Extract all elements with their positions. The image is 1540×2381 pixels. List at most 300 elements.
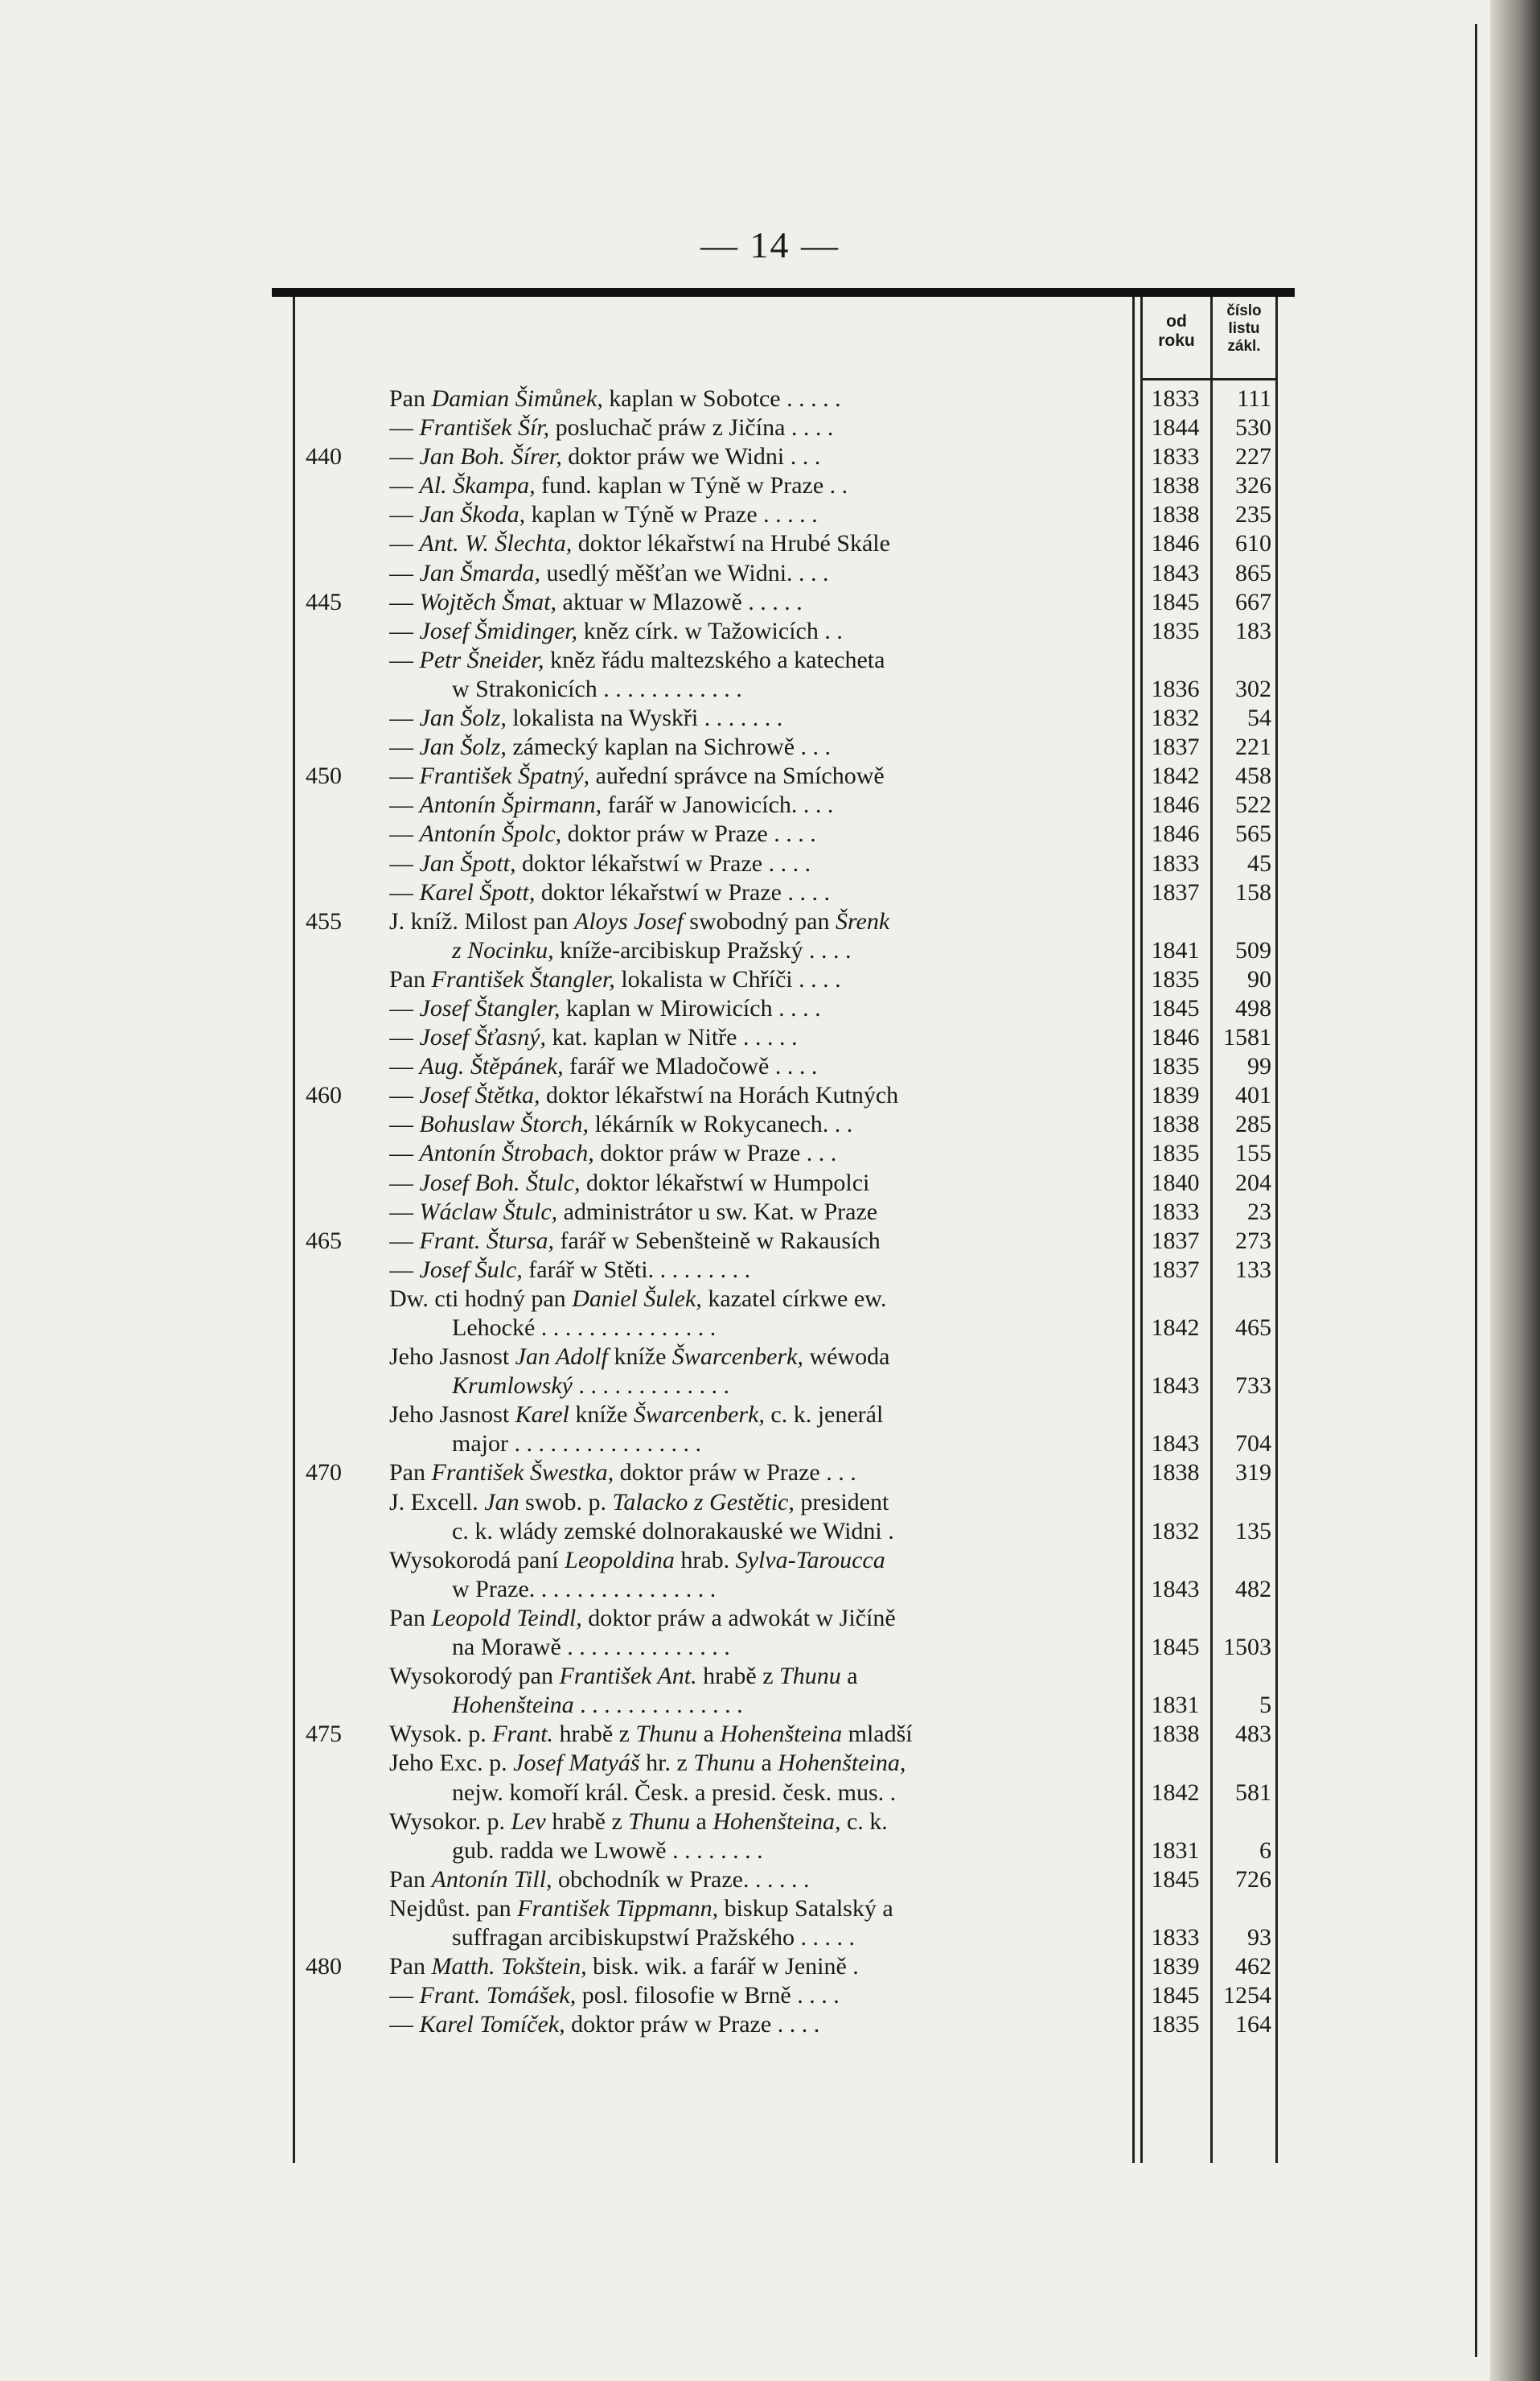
entry-text (389, 1110, 1116, 1139)
entry-number: 445 (306, 588, 342, 615)
list-item (0, 646, 1540, 675)
entry-list-number: 221 (1235, 734, 1271, 761)
entry-text (389, 2010, 1116, 2039)
entry-segment: — (389, 443, 420, 471)
entry-segment: Wysokor. p. (389, 1807, 511, 1835)
list-item (0, 2010, 1540, 2039)
entry-segment: kaplan w Sobotce . . . . . (602, 385, 841, 412)
entry-name: Krumlowský (452, 1372, 573, 1400)
entry-list-number: 164 (1235, 2011, 1271, 2038)
list-item (0, 907, 1540, 936)
entry-list-number: 111 (1237, 385, 1271, 412)
list-item (0, 1139, 1540, 1168)
entry-segment: Wysokorodá paní (389, 1546, 565, 1573)
entry-segment: . . . . . . . . . . . . . (573, 1372, 729, 1400)
entry-text (389, 646, 1116, 675)
entry-segment: — (389, 1169, 420, 1196)
member-list (0, 384, 1540, 2039)
entry-segment: Wysokorodý pan (389, 1663, 560, 1690)
number-column-header (1213, 302, 1275, 356)
entry-name: Josef Boh. Štulc, (419, 1169, 581, 1196)
entry-name: Frant. (492, 1721, 554, 1748)
entry-text (389, 820, 1116, 849)
list-item (0, 965, 1540, 994)
list-item (0, 1662, 1540, 1691)
page-number: — 14 — (700, 224, 840, 265)
list-item (0, 500, 1540, 529)
list-item (0, 1575, 1540, 1604)
entry-segment: hrab. (674, 1546, 736, 1573)
entry-segment: a (689, 1807, 713, 1835)
entry-text (389, 1894, 1116, 1923)
entry-text (389, 1488, 1116, 1517)
entry-name: Sylva-Taroucca (735, 1546, 885, 1573)
entry-name: Antonín Špolc, (419, 820, 562, 848)
entry-name: Josef Šmidinger, (419, 617, 578, 644)
entry-segment: Nejdůst. pan (389, 1894, 518, 1922)
list-item (0, 1836, 1540, 1865)
list-item (0, 994, 1540, 1023)
entry-segment: — (389, 1256, 420, 1283)
entry-segment: — (389, 646, 420, 673)
entry-segment: administrátor u sw. Kat. w Praze (557, 1198, 878, 1225)
entry-text (452, 1779, 1116, 1807)
entry-segment: Jeho Exc. p. (389, 1750, 514, 1777)
entry-year: 1846 (1151, 792, 1200, 819)
entry-segment: w Strakonicích . . . . . . . . . . . . (452, 675, 742, 702)
entry-text (389, 762, 1116, 791)
entry-segment: posl. filosofie w Brně . . . . (576, 1982, 840, 2009)
entry-list-number: 326 (1235, 472, 1271, 500)
entry-year: 1837 (1151, 878, 1200, 906)
entry-segment: — (389, 1198, 420, 1225)
entry-segment: — (389, 792, 420, 819)
entry-text (452, 1836, 1116, 1865)
entry-year: 1838 (1151, 1111, 1200, 1138)
entry-segment: — (389, 763, 420, 790)
entry-name: František Ant. (559, 1663, 697, 1690)
entry-name: Josef Štětka, (419, 1082, 540, 1109)
entry-name: Leopoldina (565, 1546, 675, 1573)
entry-segment: c. k. (840, 1807, 888, 1835)
entry-name: Jan Škoda, (419, 501, 526, 528)
entry-list-number: 726 (1235, 1865, 1271, 1893)
entry-segment: major . . . . . . . . . . . . . . . . (452, 1430, 701, 1458)
entry-text (389, 1865, 1116, 1894)
entry-segment: doktor lékařstwí w Praze . . . . (535, 878, 830, 906)
entry-name: Šwarcenberk, (671, 1343, 803, 1371)
entry-segment: doktor práw w Praze . . . . (561, 820, 816, 848)
entry-text (389, 1139, 1116, 1168)
entry-text (389, 1052, 1116, 1081)
entry-list-number: 498 (1235, 994, 1271, 1022)
entry-list-number: 135 (1235, 1517, 1271, 1544)
entry-segment: — (389, 1227, 420, 1254)
entry-text (452, 1575, 1116, 1604)
entry-name: Karel Tomíček, (419, 2011, 565, 2038)
entry-text (389, 878, 1116, 907)
list-item (0, 559, 1540, 588)
entry-name: Hohenšteina (452, 1692, 574, 1719)
entry-year: 1838 (1151, 1721, 1200, 1748)
entry-segment: Pan (389, 1953, 432, 1980)
entry-segment: doktor práw we Widni . . . (561, 443, 821, 471)
list-item (0, 1749, 1540, 1778)
year-column-header (1142, 312, 1211, 351)
entry-segment: — (389, 617, 420, 644)
entry-name: Jan Špott, (419, 849, 516, 877)
entry-year: 1838 (1151, 501, 1200, 528)
entry-name: Josef Štangler, (419, 994, 561, 1022)
entry-year: 1833 (1151, 1198, 1200, 1225)
entry-segment: nejw. komoří král. Česk. a presid. česk. mus. . (452, 1779, 897, 1806)
number-header-line: listu (1228, 320, 1260, 337)
entry-list-number: 1503 (1223, 1634, 1271, 1661)
entry-list-number: 273 (1235, 1227, 1271, 1254)
entry-list-number: 483 (1235, 1721, 1271, 1748)
entry-number: 460 (306, 1082, 342, 1109)
entry-segment: suffragan arcibiskupstwí Pražského . . . . . (452, 1923, 856, 1951)
entry-segment: farář we Mladočowě . . . . (563, 1053, 818, 1080)
entry-segment: — (389, 414, 420, 442)
entry-segment: kaplan w Týně w Praze . . . . . (525, 501, 818, 528)
entry-segment: — (389, 878, 420, 906)
list-item (0, 1865, 1540, 1894)
entry-list-number: 285 (1235, 1111, 1271, 1138)
entry-number: 475 (306, 1721, 342, 1748)
list-item (0, 1429, 1540, 1458)
entry-list-number: 482 (1235, 1575, 1271, 1602)
list-item (0, 733, 1540, 762)
entry-segment: auřední správce na Smíchowě (589, 763, 885, 790)
entry-name: Šwarcenberk, (633, 1401, 765, 1429)
list-item (0, 413, 1540, 442)
entry-name: Daniel Šulek, (572, 1285, 702, 1312)
entry-segment: — (389, 530, 420, 557)
entry-list-number: 90 (1247, 965, 1271, 993)
list-item (0, 1458, 1540, 1487)
entry-name: František Šwestka, (431, 1459, 614, 1487)
entry-segment: kníže (607, 1343, 672, 1371)
entry-name: Aloys Josef (574, 907, 684, 935)
entry-list-number: 302 (1235, 675, 1271, 702)
entry-list-number: 667 (1235, 588, 1271, 615)
entry-segment: farář w Janowicích. . . . (602, 792, 834, 819)
list-item (0, 791, 1540, 820)
entry-segment: mladší (842, 1721, 913, 1748)
entry-segment: — (389, 472, 420, 500)
entry-list-number: 319 (1235, 1459, 1271, 1487)
entry-segment: Jeho Jasnost (389, 1401, 515, 1429)
entry-name: Antonín Špirmann, (419, 792, 602, 819)
entry-segment: lékárník w Rokycanech. . . (589, 1111, 853, 1138)
entry-list-number: 6 (1259, 1836, 1271, 1864)
entry-number: 455 (306, 907, 342, 935)
entry-segment: J. Excell. (389, 1488, 485, 1515)
entry-number: 480 (306, 1953, 342, 1980)
list-item (0, 384, 1540, 413)
entry-list-number: 183 (1235, 617, 1271, 644)
entry-list-number: 465 (1235, 1314, 1271, 1341)
entry-year: 1845 (1151, 588, 1200, 615)
entry-year: 1835 (1151, 1053, 1200, 1080)
entry-segment: c. k. jenerál (764, 1401, 884, 1429)
entry-list-number: 1581 (1223, 1024, 1271, 1051)
entry-list-number: 54 (1247, 705, 1271, 732)
list-item (0, 1779, 1540, 1807)
entry-text (389, 965, 1116, 994)
entry-name: Hohenšteina (720, 1721, 843, 1748)
list-item (0, 1256, 1540, 1285)
entry-segment: swob. p. (519, 1488, 613, 1515)
entry-text (389, 1081, 1116, 1110)
entry-list-number: 133 (1235, 1256, 1271, 1283)
entry-segment: doktor práw a adwokát w Jičíně (581, 1604, 896, 1631)
entry-list-number: 1254 (1223, 1982, 1271, 2009)
entry-segment: hrabě z (696, 1663, 780, 1690)
entry-text (389, 1807, 1116, 1836)
entry-text (389, 1546, 1116, 1575)
list-item (0, 1807, 1540, 1836)
entry-segment: lokalista na Wyskři . . . . . . . (506, 705, 783, 732)
entry-segment: — (389, 849, 420, 877)
entry-year: 1837 (1151, 1227, 1200, 1254)
entry-year: 1846 (1151, 1024, 1200, 1051)
entry-text (389, 1198, 1116, 1227)
entry-segment: na Morawě . . . . . . . . . . . . . . (452, 1634, 730, 1661)
entry-year: 1845 (1151, 1634, 1200, 1661)
entry-name: Jan (484, 1488, 519, 1515)
entry-year: 1839 (1151, 1953, 1200, 1980)
entry-segment: Pan (389, 1604, 432, 1631)
entry-text (389, 733, 1116, 762)
entry-year: 1835 (1151, 1140, 1200, 1167)
entry-segment: — (389, 1082, 420, 1109)
entry-segment: Lehocké . . . . . . . . . . . . . . . (452, 1314, 717, 1341)
entry-name: Hohenšteina, (713, 1807, 841, 1835)
entry-name: Antonín Till, (431, 1865, 552, 1893)
list-item (0, 1169, 1540, 1198)
list-item (0, 1923, 1540, 1952)
list-item (0, 1952, 1540, 1981)
entry-segment: — (389, 1053, 420, 1080)
entry-year: 1833 (1151, 1923, 1200, 1951)
entry-year: 1845 (1151, 994, 1200, 1022)
entry-text (389, 907, 1116, 936)
entry-year: 1844 (1151, 414, 1200, 442)
entry-list-number: 158 (1235, 878, 1271, 906)
entry-name: Leopold Teindl, (431, 1604, 582, 1631)
entry-year: 1842 (1151, 1314, 1200, 1341)
entry-segment: bisk. wik. a farář w Jenině . (586, 1953, 859, 1980)
list-item (0, 1604, 1540, 1633)
entry-list-number: 93 (1247, 1923, 1271, 1951)
entry-segment: swobodný pan (683, 907, 836, 935)
year-header-line: od (1166, 312, 1187, 331)
entry-year: 1837 (1151, 1256, 1200, 1283)
entry-year: 1831 (1151, 1692, 1200, 1719)
entry-name: Josef Šulc, (419, 1256, 523, 1283)
number-header-line: zákl. (1227, 338, 1261, 355)
entry-text (389, 500, 1116, 529)
entry-name: Thunu (779, 1663, 841, 1690)
entry-name: Thunu (693, 1750, 755, 1777)
entry-name: Šrenk (835, 907, 890, 935)
entry-year: 1838 (1151, 472, 1200, 500)
entry-text (389, 791, 1116, 820)
entry-name: Wojtěch Šmat, (419, 588, 557, 615)
year-header-line: roku (1158, 331, 1195, 350)
entry-segment: — (389, 1982, 420, 2009)
entry-text (389, 617, 1116, 646)
entry-segment: doktor lékařstwí na Hrubé Skále (572, 530, 890, 557)
entry-segment: kníže (569, 1401, 634, 1429)
number-header-line: číslo (1226, 302, 1262, 319)
entry-name: Al. Škampa, (419, 472, 536, 500)
entry-number: 465 (306, 1227, 342, 1254)
entry-list-number: 235 (1235, 501, 1271, 528)
entry-segment: Pan (389, 965, 432, 993)
entry-segment: kníže-arcibiskup Pražský . . . . (553, 936, 852, 964)
entry-list-number: 458 (1235, 763, 1271, 790)
entry-year: 1833 (1151, 849, 1200, 877)
entry-name: Karel (515, 1401, 569, 1429)
entry-name: Jan Šolz, (419, 705, 507, 732)
entry-year: 1832 (1151, 1517, 1200, 1544)
entry-segment: doktor práw w Praze . . . . (565, 2011, 820, 2038)
entry-name: z Nocinku, (452, 936, 554, 964)
entry-text (389, 1749, 1116, 1778)
list-item (0, 1894, 1540, 1923)
entry-year: 1841 (1151, 936, 1200, 964)
entry-segment: — (389, 734, 420, 761)
entry-list-number: 565 (1235, 820, 1271, 848)
entry-name: Jan Šolz, (419, 734, 507, 761)
entry-name: Talacko z Gestětic, (612, 1488, 795, 1515)
entry-segment: hrabě z (553, 1721, 636, 1748)
list-item (0, 1633, 1540, 1662)
entry-segment: Jeho Jasnost (389, 1343, 515, 1371)
entry-text (389, 1023, 1116, 1052)
entry-segment: gub. radda we Lwowě . . . . . . . . (452, 1836, 763, 1864)
entry-segment: fund. kaplan w Týně w Praze . . (535, 472, 848, 500)
entry-segment: kněz círk. w Tažowicích . . (577, 617, 843, 644)
entry-text (452, 675, 1116, 704)
list-item (0, 878, 1540, 907)
entry-year: 1843 (1151, 1430, 1200, 1458)
entry-text (389, 1662, 1116, 1691)
entry-list-number: 462 (1235, 1953, 1271, 1980)
entry-year: 1843 (1151, 1372, 1200, 1400)
entry-text (452, 1371, 1116, 1400)
entry-year: 1842 (1151, 763, 1200, 790)
entry-segment: kněz řádu maltezského a katecheta (544, 646, 885, 673)
entry-text (389, 994, 1116, 1023)
entry-segment: president (794, 1488, 889, 1515)
entry-text (452, 1429, 1116, 1458)
list-item (0, 1981, 1540, 2010)
entry-name: Jan Boh. Šírer, (419, 443, 562, 471)
entry-segment: — (389, 588, 420, 615)
entry-name: Thunu (635, 1721, 698, 1748)
entry-segment: — (389, 1024, 420, 1051)
entry-segment: Pan (389, 1459, 432, 1487)
entry-text (389, 1458, 1116, 1487)
entry-segment: doktor lékařstwí w Praze . . . . (515, 849, 811, 877)
entry-text (389, 1952, 1116, 1981)
entry-list-number: 204 (1235, 1169, 1271, 1196)
entry-year: 1843 (1151, 1575, 1200, 1602)
entry-list-number: 227 (1235, 443, 1271, 471)
entry-year: 1836 (1151, 675, 1200, 702)
entry-text (389, 442, 1116, 471)
entry-segment: — (389, 559, 420, 586)
entry-segment: doktor práw w Praze . . . (614, 1459, 856, 1487)
entry-text (389, 413, 1116, 442)
entry-segment: kazatel církwe ew. (701, 1285, 887, 1312)
entry-text (389, 1227, 1116, 1256)
entry-segment: Wysok. p. (389, 1721, 493, 1748)
entry-list-number: 581 (1235, 1779, 1271, 1806)
list-item (0, 675, 1540, 704)
entry-segment: hr. z (639, 1750, 694, 1777)
entry-name: Thunu (628, 1807, 690, 1835)
entry-list-number: 5 (1259, 1692, 1271, 1719)
entry-text (452, 1517, 1116, 1546)
list-item (0, 1110, 1540, 1139)
entry-text (452, 1923, 1116, 1952)
entry-segment: aktuar w Mlazowě . . . . . (556, 588, 803, 615)
entry-year: 1835 (1151, 2011, 1200, 2038)
list-item (0, 617, 1540, 646)
entry-year: 1846 (1151, 530, 1200, 557)
entry-name: Karel Špott, (419, 878, 536, 906)
entry-text (389, 384, 1116, 413)
entry-text (452, 936, 1116, 965)
entry-text (389, 704, 1116, 733)
entry-segment: Dw. cti hodný pan (389, 1285, 573, 1312)
entry-name: Lev (511, 1807, 546, 1835)
entry-year: 1831 (1151, 1836, 1200, 1864)
entry-text (389, 849, 1116, 878)
list-item (0, 442, 1540, 471)
header-rule (1140, 378, 1275, 380)
entry-name: František Špatný, (419, 763, 590, 790)
entry-text (452, 1314, 1116, 1343)
entry-list-number: 23 (1247, 1198, 1271, 1225)
entry-text (389, 588, 1116, 617)
list-item (0, 1343, 1540, 1371)
entry-name: Jan Šmarda, (419, 559, 541, 586)
entry-list-number: 509 (1235, 936, 1271, 964)
entry-list-number: 704 (1235, 1430, 1271, 1458)
entry-segment: — (389, 2011, 420, 2038)
entry-name: František Štangler, (431, 965, 615, 993)
list-item (0, 471, 1540, 500)
entry-list-number: 401 (1235, 1082, 1271, 1109)
list-item (0, 1052, 1540, 1081)
entry-list-number: 45 (1247, 849, 1271, 877)
entry-text (452, 1633, 1116, 1662)
top-rule (272, 288, 1295, 297)
entry-name: Antonín Štrobach, (419, 1140, 594, 1167)
entry-year: 1842 (1151, 1779, 1200, 1806)
entry-segment: — (389, 705, 420, 732)
entry-year: 1832 (1151, 705, 1200, 732)
entry-list-number: 733 (1235, 1372, 1271, 1400)
entry-text (389, 559, 1116, 588)
entry-segment: kat. kaplan w Nitře . . . . . (546, 1024, 798, 1051)
